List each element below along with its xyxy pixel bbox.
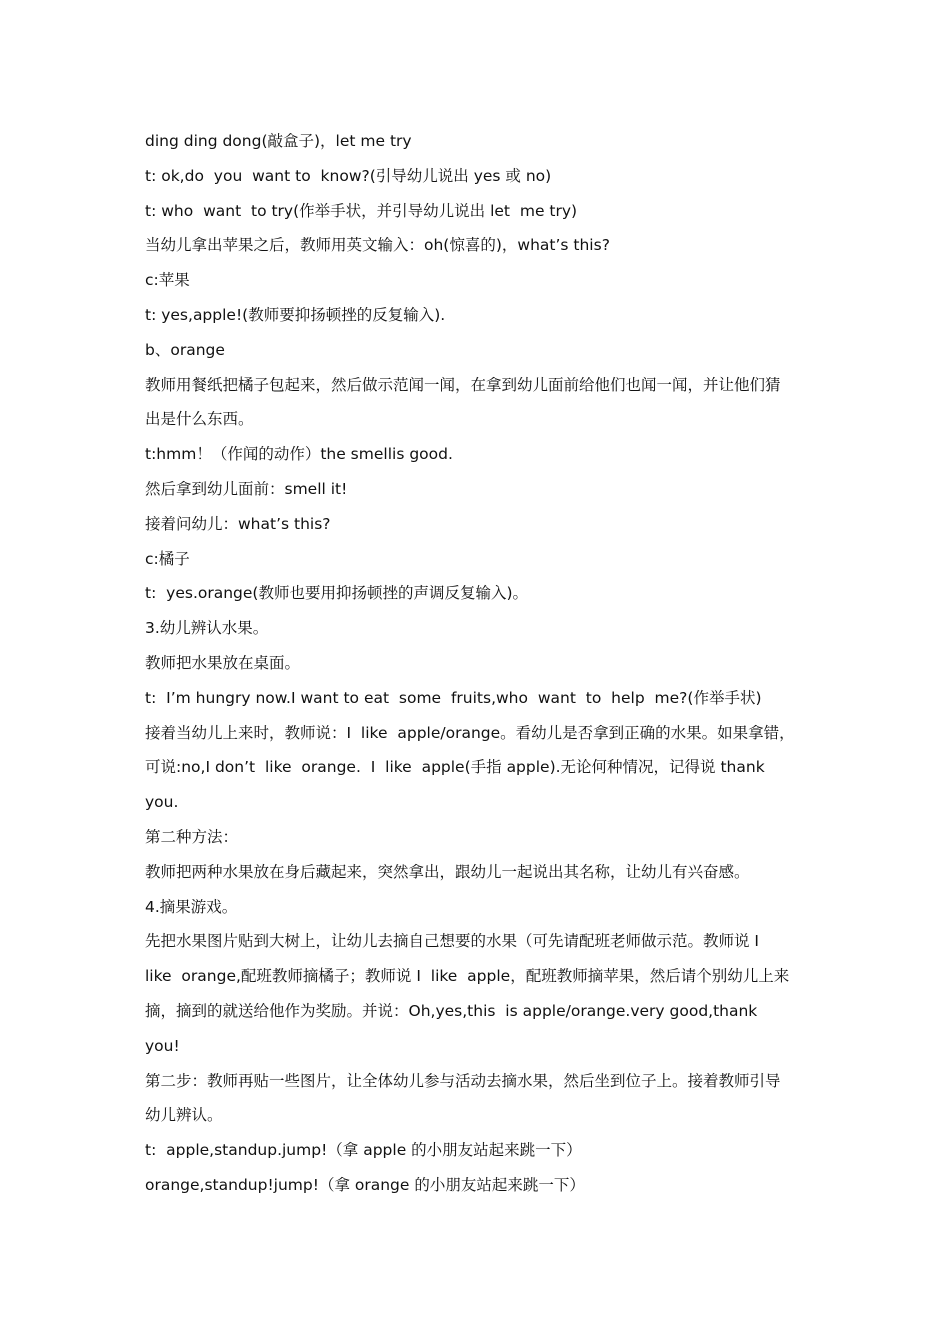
text-line: t: who want to try(作举手状，并引导幼儿说出 let me try) xyxy=(145,201,578,220)
text-line: c:橘子 xyxy=(145,549,190,568)
text-line: 教师把两种水果放在身后藏起来，突然拿出，跟幼儿一起说出其名称，让幼儿有兴奋感。 xyxy=(145,862,750,881)
text-line: 接着问幼儿：what’s this? xyxy=(145,514,331,533)
text-line: t: yes.orange(教师也要用抑扬顿挫的声调反复输入)。 xyxy=(145,584,529,603)
text-line: 出是什么东西。 xyxy=(145,410,254,429)
text-line: 当幼儿拿出苹果之后，教师用英文输入：oh(惊喜的)，what’s this? xyxy=(145,236,610,255)
text-line: 可说:no,I don’t like orange. I like apple(手指 apple).无论何种情况，记得说 thank xyxy=(145,758,765,777)
text-line: orange,standup!jump!（拿 orange 的小朋友站起来跳一下） xyxy=(145,1175,585,1194)
text-line: 幼儿辨认。 xyxy=(145,1106,223,1125)
text-line: 接着当幼儿上来时，教师说：I like apple/orange。看幼儿是否拿到正确的水果。如果拿错， xyxy=(145,723,795,742)
text-line: 然后拿到幼儿面前：smell it! xyxy=(145,479,348,498)
text-line: like orange,配班教师摘橘子；教师说 I like apple，配班教师摘苹果，然后请个别幼儿上来 xyxy=(145,967,790,986)
section-heading: b、orange xyxy=(145,340,225,359)
text-line: ding ding dong(敲盒子)，let me try xyxy=(145,132,412,150)
text-line: t: ok,do you want to know?(引导幼儿说出 yes 或 no) xyxy=(145,166,552,185)
text-line: 教师用餐纸把橘子包起来，然后做示范闻一闻，在拿到幼儿面前给他们也闻一闻，并让他们猜 xyxy=(145,375,781,394)
section-heading: 3.幼儿辨认水果。 xyxy=(145,619,269,638)
text-line: 摘，摘到的就送给他作为奖励。并说：Oh,yes,this is apple/orange.very good,thank xyxy=(145,1001,758,1020)
text-line: you. xyxy=(145,793,179,812)
document-body xyxy=(145,124,810,1203)
text-line: c:苹果 xyxy=(145,271,190,290)
text-line: 第二步：教师再贴一些图片，让全体幼儿参与活动去摘水果，然后坐到位子上。接着教师引导 xyxy=(145,1071,781,1090)
section-heading: 4.摘果游戏。 xyxy=(145,897,238,916)
text-line: t: I’m hungry now.I want to eat some fruits,who want to help me?(作举手状) xyxy=(145,688,762,707)
text-line: you! xyxy=(145,1036,180,1055)
section-heading: 第二种方法： xyxy=(145,827,239,846)
text-line: t: yes,apple!(教师要抑扬顿挫的反复输入). xyxy=(145,305,446,324)
text-line: t: apple,standup.jump!（拿 apple 的小朋友站起来跳一下） xyxy=(145,1141,582,1160)
text-line: t:hmm！（作闻的动作）the smellis good. xyxy=(145,445,453,464)
text-line: 教师把水果放在桌面。 xyxy=(145,653,301,672)
text-line: 先把水果图片贴到大树上，让幼儿去摘自己想要的水果（可先请配班老师做示范。教师说 I xyxy=(145,932,760,951)
